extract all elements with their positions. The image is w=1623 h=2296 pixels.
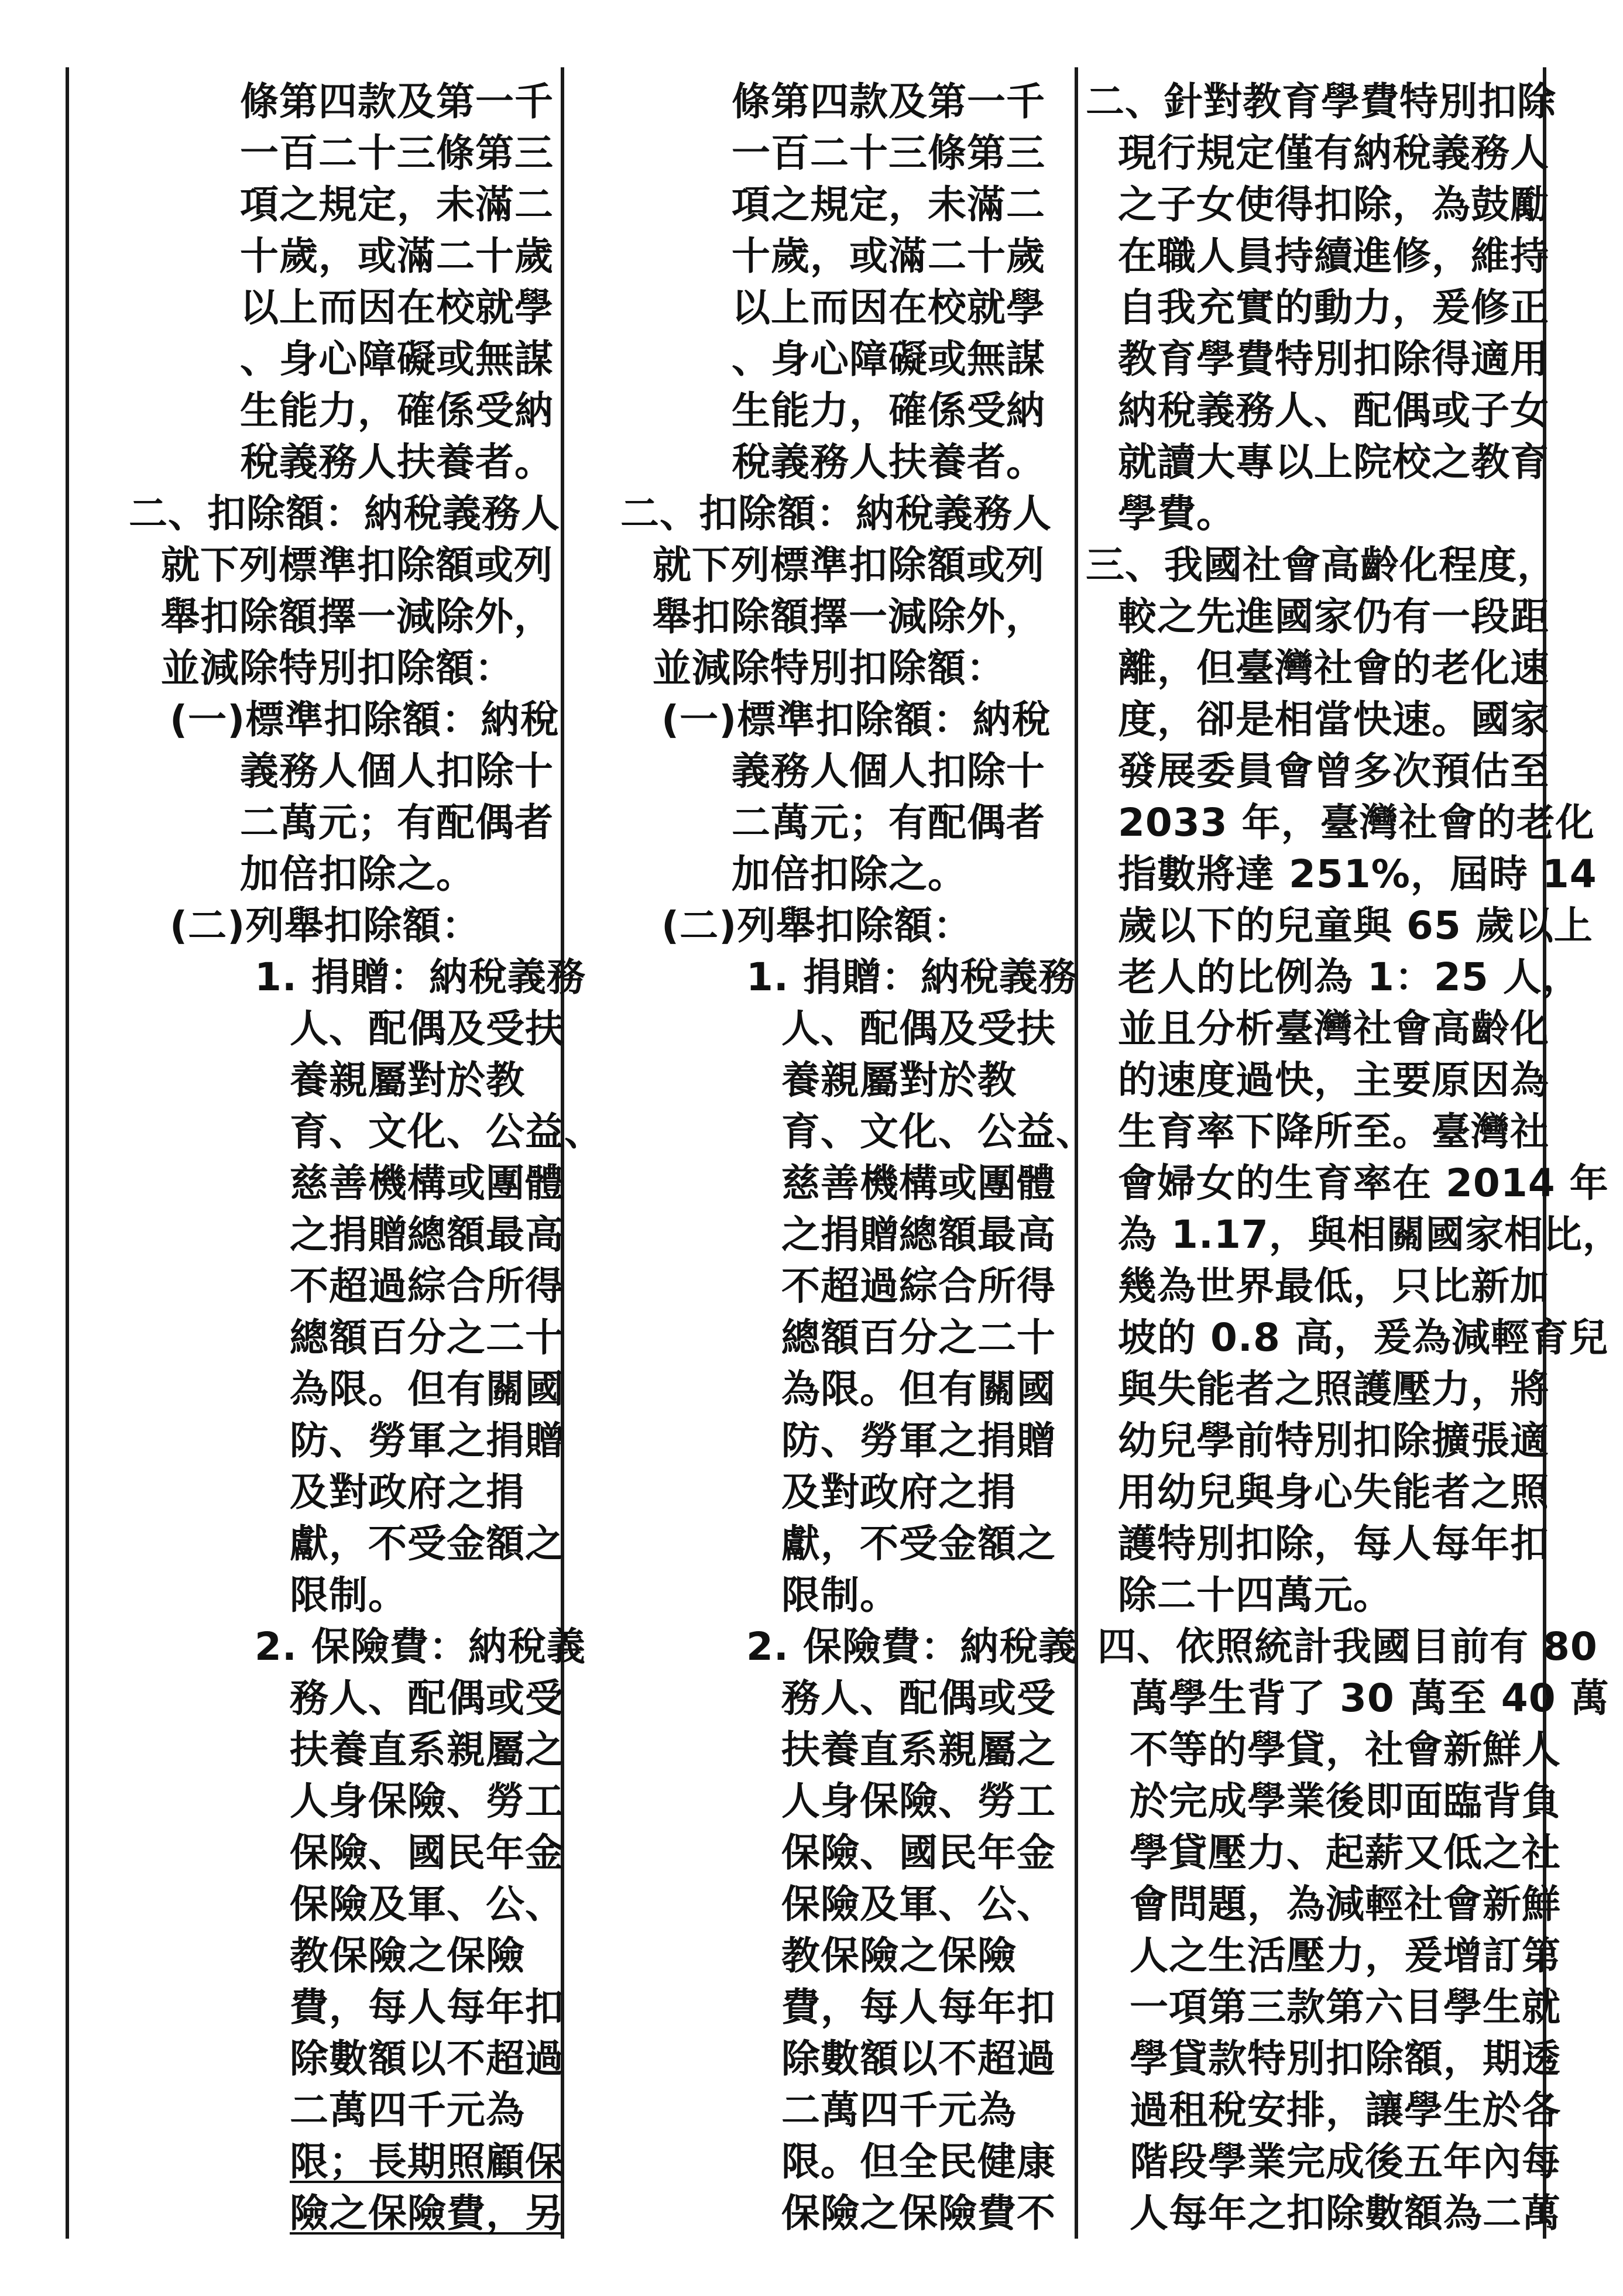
- text-line: 稅義務人扶養者。: [240, 440, 554, 485]
- text-line: 總額百分之二十: [290, 1315, 564, 1360]
- text-line: 度，卻是相當快速。國家: [1118, 697, 1549, 742]
- text-line: 1. 捐贈：納稅義務: [255, 955, 586, 1000]
- text-line: 人、配偶及受扶: [290, 1006, 564, 1051]
- text-line: 以上而因在校就學: [240, 285, 554, 330]
- text-line: 四、依照統計我國目前有 80: [1097, 1624, 1598, 1669]
- text-line: 費，每人每年扣: [290, 1985, 564, 2030]
- text-line: 保險之保險費不: [781, 2191, 1056, 2236]
- column-divider-left: [66, 67, 69, 2239]
- text-line: 保險、國民年金: [290, 1830, 564, 1875]
- text-line: 生能力，確係受納: [732, 388, 1045, 433]
- text-line: 舉扣除額擇一減除外，: [653, 594, 1045, 639]
- text-line: 、身心障礙或無謀: [732, 337, 1045, 382]
- text-line: 人身保險、勞工: [781, 1779, 1056, 1824]
- text-line: 限。但全民健康: [781, 2139, 1056, 2184]
- text-line: 費，每人每年扣: [781, 1985, 1056, 2030]
- text-line: 2033 年，臺灣社會的老化: [1118, 800, 1595, 845]
- text-line: 1. 捐贈：納稅義務: [746, 955, 1078, 1000]
- text-line: 階段學業完成後五年內每: [1130, 2139, 1561, 2184]
- text-line: 不等的學貸，社會新鮮人: [1130, 1727, 1561, 1772]
- text-line: 過租稅安排，讓學生於各: [1130, 2088, 1561, 2133]
- text-line: 指數將達 251%，屆時 14: [1118, 852, 1597, 897]
- text-line: 就下列標準扣除額或列: [653, 543, 1045, 588]
- text-line: 加倍扣除之。: [732, 852, 967, 897]
- text-line: 教育學費特別扣除得適用: [1118, 337, 1549, 382]
- text-line: 獻，不受金額之: [781, 1521, 1056, 1566]
- text-line: 在職人員持續進修，維持: [1118, 234, 1549, 279]
- text-line: 二萬元；有配偶者: [240, 800, 554, 845]
- text-line: 保險及軍、公、: [781, 1882, 1056, 1927]
- text-line: (二)列舉扣除額：: [170, 903, 481, 948]
- text-line: 務人、配偶或受: [781, 1676, 1056, 1721]
- text-line: 養親屬對於教: [290, 1058, 525, 1103]
- text-line: (一)標準扣除額：納稅: [170, 697, 560, 742]
- text-line: 並減除特別扣除額：: [161, 646, 514, 691]
- text-line: 扶養直系親屬之: [781, 1727, 1056, 1772]
- text-line: 生育率下降所至。臺灣社: [1118, 1109, 1549, 1154]
- text-line: 二萬元；有配偶者: [732, 800, 1045, 845]
- text-line: 學貸壓力、起薪又低之社: [1130, 1830, 1561, 1875]
- text-line: 稅義務人扶養者。: [732, 440, 1045, 485]
- text-line: 人每年之扣除數額為二萬: [1130, 2191, 1561, 2236]
- text-line: 教保險之保險: [290, 1933, 525, 1978]
- text-line: 不超過綜合所得: [781, 1264, 1056, 1309]
- text-line: 就下列標準扣除額或列: [161, 543, 553, 588]
- text-line: 、身心障礙或無謀: [240, 337, 554, 382]
- text-line: (二)列舉扣除額：: [661, 903, 973, 948]
- text-line: 二、針對教育學費特別扣除: [1086, 79, 1556, 124]
- text-line: 舉扣除額擇一減除外，: [161, 594, 553, 639]
- text-line: 總額百分之二十: [781, 1315, 1056, 1360]
- text-line: 護特別扣除，每人每年扣: [1118, 1521, 1549, 1566]
- text-line: 之子女使得扣除，為鼓勵: [1118, 182, 1549, 227]
- text-line: 為 1.17，與相關國家相比，: [1118, 1212, 1622, 1257]
- text-line: 條第四款及第一千: [732, 79, 1045, 124]
- text-line: 並且分析臺灣社會高齡化: [1118, 1006, 1549, 1051]
- text-line: 老人的比例為 1：25 人，: [1118, 955, 1581, 1000]
- text-line: 限制。: [290, 1573, 407, 1618]
- text-line: 二萬四千元為: [781, 2088, 1017, 2133]
- text-line: 扶養直系親屬之: [290, 1727, 564, 1772]
- text-line: 一百二十三條第三: [240, 131, 554, 176]
- text-line: 會問題，為減輕社會新鮮: [1130, 1882, 1561, 1927]
- text-line: 及對政府之捐: [290, 1470, 525, 1515]
- text-line: 之捐贈總額最高: [290, 1212, 564, 1257]
- text-line: 用幼兒與身心失能者之照: [1118, 1470, 1549, 1515]
- text-line: 養親屬對於教: [781, 1058, 1017, 1103]
- text-line: 人身保險、勞工: [290, 1779, 564, 1824]
- text-line: 防、勞軍之捐贈: [290, 1418, 564, 1463]
- text-line: 生能力，確係受納: [240, 388, 554, 433]
- text-line: 學費。: [1118, 491, 1236, 536]
- text-line: 防、勞軍之捐贈: [781, 1418, 1056, 1463]
- text-line: 離，但臺灣社會的老化速: [1118, 646, 1549, 691]
- text-line: 較之先進國家仍有一段距: [1118, 594, 1549, 639]
- text-line: 十歲，或滿二十歲: [732, 234, 1045, 279]
- text-line: 為限。但有關國: [290, 1367, 564, 1412]
- text-line: 三、我國社會高齡化程度，: [1086, 543, 1556, 588]
- text-line: 項之規定，未滿二: [240, 182, 554, 227]
- text-line: 慈善機構或團體: [781, 1161, 1056, 1206]
- text-line: 保險、國民年金: [781, 1830, 1056, 1875]
- text-line: 現行規定僅有納稅義務人: [1118, 131, 1549, 176]
- text-line: 限；長期照顧保: [290, 2139, 564, 2184]
- text-line: 條第四款及第一千: [240, 79, 554, 124]
- text-line: 以上而因在校就學: [732, 285, 1045, 330]
- text-line: 二萬四千元為: [290, 2088, 525, 2133]
- text-line: 納稅義務人、配偶或子女: [1118, 388, 1549, 433]
- text-line: 務人、配偶或受: [290, 1676, 564, 1721]
- text-line: 幼兒學前特別扣除擴張適: [1118, 1418, 1549, 1463]
- text-line: 二、扣除額：納稅義務人: [129, 491, 560, 536]
- text-line: 除二十四萬元。: [1118, 1573, 1392, 1618]
- text-line: 義務人個人扣除十: [732, 749, 1045, 794]
- text-line: 自我充實的動力，爰修正: [1118, 285, 1549, 330]
- text-line: 並減除特別扣除額：: [653, 646, 1006, 691]
- text-line: 限制。: [781, 1573, 899, 1618]
- text-line: 加倍扣除之。: [240, 852, 475, 897]
- text-line: 2. 保險費：納稅義: [746, 1624, 1078, 1669]
- text-line: 發展委員會曾多次預估至: [1118, 749, 1549, 794]
- text-line: 學貸款特別扣除額，期透: [1130, 2036, 1561, 2081]
- text-line: 二、扣除額：納稅義務人: [620, 491, 1052, 536]
- text-line: 歲以下的兒童與 65 歲以上: [1118, 903, 1593, 948]
- text-line: 險之保險費，另: [290, 2191, 564, 2236]
- text-line: 育、文化、公益、: [290, 1109, 603, 1154]
- text-line: 2. 保險費：納稅義: [255, 1624, 586, 1669]
- text-line: 坡的 0.8 高，爰為減輕育兒: [1118, 1315, 1608, 1360]
- text-line: 為限。但有關國: [781, 1367, 1056, 1412]
- text-line: 會婦女的生育率在 2014 年: [1118, 1161, 1609, 1206]
- text-line: 除數額以不超過: [781, 2036, 1056, 2081]
- text-line: 一項第三款第六目學生就: [1130, 1985, 1561, 2030]
- text-line: 人之生活壓力，爰增訂第: [1130, 1933, 1561, 1978]
- text-line: 萬學生背了 30 萬至 40 萬: [1130, 1676, 1610, 1721]
- text-line: 人、配偶及受扶: [781, 1006, 1056, 1051]
- text-line: 及對政府之捐: [781, 1470, 1017, 1515]
- text-line: 教保險之保險: [781, 1933, 1017, 1978]
- text-line: 一百二十三條第三: [732, 131, 1045, 176]
- text-line: 慈善機構或團體: [290, 1161, 564, 1206]
- text-line: 除數額以不超過: [290, 2036, 564, 2081]
- text-line: 就讀大專以上院校之教育: [1118, 440, 1549, 485]
- text-line: 不超過綜合所得: [290, 1264, 564, 1309]
- text-line: 義務人個人扣除十: [240, 749, 554, 794]
- text-line: 幾為世界最低，只比新加: [1118, 1264, 1549, 1309]
- text-line: 十歲，或滿二十歲: [240, 234, 554, 279]
- text-line: 與失能者之照護壓力，將: [1118, 1367, 1549, 1412]
- text-line: 育、文化、公益、: [781, 1109, 1095, 1154]
- text-line: 於完成學業後即面臨背負: [1130, 1779, 1561, 1824]
- text-line: 項之規定，未滿二: [732, 182, 1045, 227]
- text-line: 保險及軍、公、: [290, 1882, 564, 1927]
- text-line: 之捐贈總額最高: [781, 1212, 1056, 1257]
- text-line: 獻，不受金額之: [290, 1521, 564, 1566]
- text-line: 的速度過快，主要原因為: [1118, 1058, 1549, 1103]
- text-line: (一)標準扣除額：納稅: [661, 697, 1051, 742]
